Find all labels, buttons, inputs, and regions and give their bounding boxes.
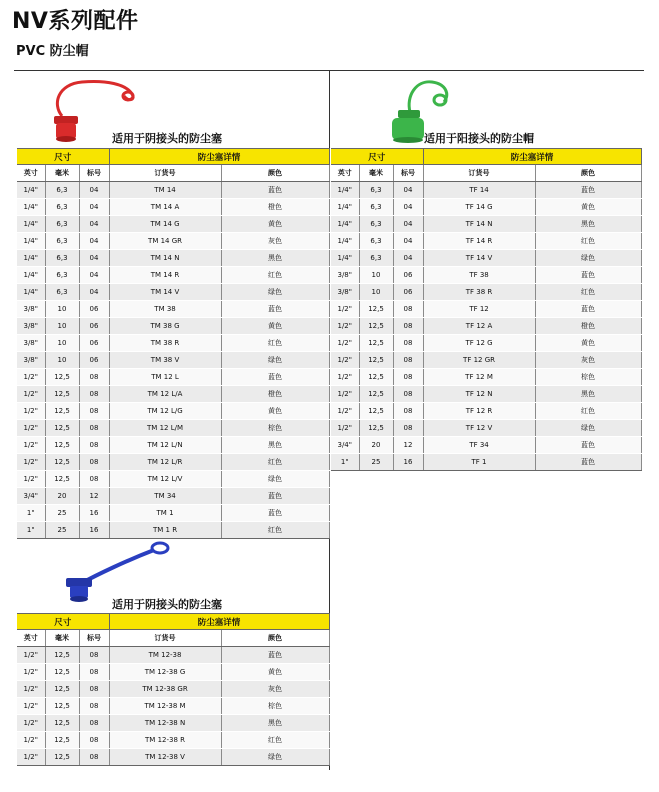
table-row [17,454,329,471]
cell-mm: 12,5 [45,437,79,454]
cell-mark: 06 [79,352,109,369]
cell-color: 蓝色 [535,301,641,318]
cell-order-number: TM 14 GR [109,233,221,250]
cell-inch: 1/2" [17,698,45,715]
cell-inch: 3/8" [17,318,45,335]
cell-mark: 08 [79,420,109,437]
cell-mark: 08 [79,369,109,386]
cell-order-number: TF 12 R [423,403,535,420]
table-row [17,250,329,267]
cell-mm: 12,5 [359,369,393,386]
cell-inch: 1/4" [331,182,359,199]
section-caption-left-top: 适用于阴接头的防尘塞 [112,132,222,145]
table-row [17,522,329,539]
cell-mark: 04 [393,199,423,216]
cell-mm: 20 [359,437,393,454]
cell-inch: 3/4" [17,488,45,505]
cell-order-number: TF 38 R [423,284,535,301]
cell-mark: 08 [79,386,109,403]
table-female-plugs [17,148,330,539]
table-row [17,233,329,250]
table-row [17,352,329,369]
cell-order-number: TM 14 N [109,250,221,267]
table-row [331,437,641,454]
cell-color: 蓝色 [221,369,329,386]
cell-mark: 08 [79,471,109,488]
size-group-header: 尺寸 [331,149,423,165]
cell-mm: 6,3 [45,284,79,301]
details-group-header: 防尘塞详情 [109,149,329,165]
cell-inch: 1/4" [17,199,45,216]
cell-mm: 10 [45,318,79,335]
table-row [331,267,641,284]
table-row [331,233,641,250]
cell-mark: 04 [79,250,109,267]
cell-mm: 10 [359,267,393,284]
cell-mark: 12 [79,488,109,505]
cell-mm: 25 [45,522,79,539]
cell-mark: 08 [393,386,423,403]
cell-order-number: TM 12-38 V [109,749,221,766]
cell-order-number: TF 38 [423,267,535,284]
cell-mark: 16 [79,505,109,522]
cell-mark: 04 [79,182,109,199]
cell-inch: 1/2" [17,681,45,698]
cell-order-number: TM 12 L [109,369,221,386]
cell-inch: 1/2" [331,386,359,403]
cell-mm: 25 [359,454,393,471]
col-inch-header: 英寸 [331,165,359,182]
cell-color: 黑色 [221,437,329,454]
col-inch-header: 英寸 [17,630,45,647]
cell-order-number: TF 14 [423,182,535,199]
cell-mark: 06 [79,318,109,335]
cell-order-number: TF 12 [423,301,535,318]
cell-color: 黄色 [535,199,641,216]
table-row [17,199,329,216]
cell-mm: 10 [45,352,79,369]
cell-inch: 3/8" [331,267,359,284]
cell-color: 灰色 [221,233,329,250]
cell-order-number: TM 14 V [109,284,221,301]
cell-order-number: TM 12 L/M [109,420,221,437]
cell-color: 红色 [221,335,329,352]
cell-order-number: TF 14 R [423,233,535,250]
table-row [17,216,329,233]
cell-inch: 1/4" [331,216,359,233]
cell-color: 红色 [221,732,329,749]
col-inch-header: 英寸 [17,165,45,182]
cell-mark: 08 [79,403,109,420]
cell-inch: 1/2" [331,369,359,386]
cell-mark: 08 [79,437,109,454]
cell-inch: 1/2" [17,369,45,386]
table-row [331,403,641,420]
cell-order-number: TF 12 M [423,369,535,386]
cell-order-number: TF 12 N [423,386,535,403]
cell-order-number: TM 12-38 N [109,715,221,732]
cell-mm: 12,5 [45,664,79,681]
cell-color: 蓝色 [535,437,641,454]
col-order-header: 订货号 [423,165,535,182]
cell-mark: 08 [393,352,423,369]
table-male-caps [331,148,642,471]
cell-order-number: TM 12-38 [109,647,221,664]
cell-color: 黑色 [535,386,641,403]
table-row [17,403,329,420]
cell-mm: 12,5 [45,715,79,732]
col-mark-header: 标号 [393,165,423,182]
table-row [17,698,329,715]
cell-mark: 08 [393,369,423,386]
cell-order-number: TM 12 L/A [109,386,221,403]
cell-mm: 12,5 [45,454,79,471]
table-row [331,250,641,267]
table-row [17,664,329,681]
cell-order-number: TM 14 A [109,199,221,216]
cell-mark: 04 [79,216,109,233]
cell-color: 绿色 [535,420,641,437]
cell-mark: 08 [393,335,423,352]
table-row [17,420,329,437]
col-mm-header: 毫米 [45,165,79,182]
table-row [17,301,329,318]
cell-mm: 20 [45,488,79,505]
cell-mm: 12,5 [45,681,79,698]
cell-mm: 6,3 [359,199,393,216]
cell-order-number: TF 12 G [423,335,535,352]
cell-mm: 12,5 [359,352,393,369]
cell-inch: 3/8" [17,335,45,352]
cell-inch: 3/4" [331,437,359,454]
cell-order-number: TF 34 [423,437,535,454]
table-row [17,749,329,766]
col-order-header: 订货号 [109,165,221,182]
cell-inch: 1/4" [331,199,359,216]
table-row [17,681,329,698]
cell-mark: 08 [393,318,423,335]
cell-mark: 04 [79,199,109,216]
cell-mark: 08 [79,681,109,698]
cell-order-number: TM 12-38 G [109,664,221,681]
cell-order-number: TM 12 L/V [109,471,221,488]
cell-color: 蓝色 [221,182,329,199]
cell-mm: 10 [359,284,393,301]
cell-inch: 1/2" [17,471,45,488]
cell-mark: 06 [79,335,109,352]
cell-inch: 1/2" [17,749,45,766]
cell-mark: 04 [393,182,423,199]
cell-mark: 16 [393,454,423,471]
cell-order-number: TM 38 [109,301,221,318]
cell-mm: 12,5 [45,749,79,766]
cell-mark: 08 [79,732,109,749]
col-color-header: 颜色 [535,165,641,182]
table-row [17,318,329,335]
cell-color: 蓝色 [535,267,641,284]
cell-mark: 04 [79,233,109,250]
cell-color: 绿色 [221,749,329,766]
cell-order-number: TF 14 G [423,199,535,216]
cell-mark: 04 [79,267,109,284]
table-row [17,471,329,488]
cell-color: 灰色 [221,681,329,698]
cell-mm: 10 [45,335,79,352]
cell-mm: 12,5 [359,386,393,403]
table-row [331,369,641,386]
cell-mark: 08 [393,403,423,420]
table-row [17,505,329,522]
cell-color: 黄色 [221,664,329,681]
table-row [17,182,329,199]
cell-inch: 1/2" [17,715,45,732]
cell-color: 蓝色 [535,454,641,471]
cell-color: 红色 [221,267,329,284]
cell-order-number: TM 1 R [109,522,221,539]
cell-inch: 1/2" [331,318,359,335]
cell-color: 棕色 [221,698,329,715]
cell-order-number: TM 14 R [109,267,221,284]
table-row [331,420,641,437]
cell-inch: 1/2" [17,647,45,664]
cell-inch: 1/2" [17,420,45,437]
table-row [17,335,329,352]
cell-order-number: TM 12 L/G [109,403,221,420]
cell-color: 蓝色 [221,301,329,318]
cell-order-number: TF 12 A [423,318,535,335]
cell-mark: 04 [393,250,423,267]
cell-order-number: TM 12-38 M [109,698,221,715]
col-mark-header: 标号 [79,165,109,182]
cell-order-number: TF 12 V [423,420,535,437]
cell-inch: 1/4" [331,250,359,267]
col-color-header: 颜色 [221,165,329,182]
cell-mark: 06 [79,301,109,318]
cell-color: 红色 [221,454,329,471]
cell-order-number: TM 38 G [109,318,221,335]
cell-mm: 12,5 [45,471,79,488]
col-color-header: 颜色 [221,630,329,647]
cell-mark: 08 [79,715,109,732]
table-row [331,352,641,369]
cell-color: 蓝色 [221,647,329,664]
cell-mark: 08 [79,698,109,715]
cell-mm: 12,5 [45,698,79,715]
cell-mm: 6,3 [359,216,393,233]
cell-mm: 12,5 [45,369,79,386]
cell-inch: 1/2" [331,420,359,437]
cell-mark: 08 [79,647,109,664]
cell-order-number: TM 14 G [109,216,221,233]
cell-color: 绿色 [221,284,329,301]
col-mm-header: 毫米 [45,630,79,647]
table-female-plugs-12-38 [17,613,330,766]
cell-color: 橙色 [221,199,329,216]
cell-color: 绿色 [221,352,329,369]
cell-mm: 12,5 [45,386,79,403]
cell-mm: 6,3 [359,250,393,267]
col-order-header: 订货号 [109,630,221,647]
details-group-header: 防尘塞详情 [423,149,641,165]
table-row [17,715,329,732]
cell-inch: 1/2" [17,664,45,681]
cell-inch: 1" [331,454,359,471]
cell-mm: 6,3 [359,233,393,250]
cell-order-number: TM 12 L/N [109,437,221,454]
cell-inch: 1/4" [331,233,359,250]
cell-inch: 3/8" [17,352,45,369]
cell-mark: 16 [79,522,109,539]
cell-mark: 08 [79,749,109,766]
cell-inch: 1/2" [17,454,45,471]
cell-mm: 6,3 [359,182,393,199]
cell-mark: 06 [393,284,423,301]
cell-mark: 04 [79,284,109,301]
cell-color: 橙色 [535,318,641,335]
cell-color: 红色 [535,284,641,301]
cell-color: 黄色 [535,335,641,352]
col-mm-header: 毫米 [359,165,393,182]
table-row [331,454,641,471]
cell-mm: 12,5 [359,318,393,335]
table-row [17,284,329,301]
cell-mm: 6,3 [45,216,79,233]
table-row [331,216,641,233]
table-row [17,267,329,284]
cell-color: 蓝色 [221,505,329,522]
table-row [331,301,641,318]
cell-mark: 08 [393,420,423,437]
cell-mm: 6,3 [45,182,79,199]
cell-order-number: TM 12-38 GR [109,681,221,698]
cell-inch: 1/4" [17,182,45,199]
cell-mm: 6,3 [45,250,79,267]
table-row [17,369,329,386]
cell-order-number: TM 12-38 R [109,732,221,749]
cell-color: 蓝色 [535,182,641,199]
cell-inch: 1/2" [17,403,45,420]
cell-mm: 6,3 [45,233,79,250]
table-row [17,386,329,403]
section-caption-right: 适用于阳接头的防尘帽 [424,132,534,145]
cell-mm: 12,5 [45,420,79,437]
cell-inch: 1/2" [17,437,45,454]
cell-order-number: TF 14 V [423,250,535,267]
cell-mark: 04 [393,233,423,250]
cell-color: 绿色 [221,471,329,488]
cell-color: 棕色 [535,369,641,386]
table-row [17,488,329,505]
cell-inch: 1/2" [17,386,45,403]
cell-inch: 1/2" [331,403,359,420]
cell-inch: 1/4" [17,250,45,267]
cell-mark: 08 [79,454,109,471]
cell-mm: 12,5 [45,732,79,749]
table-row [331,386,641,403]
cell-color: 黑色 [221,250,329,267]
cell-inch: 1/2" [331,301,359,318]
cell-mm: 12,5 [359,301,393,318]
cell-order-number: TM 38 R [109,335,221,352]
cell-color: 红色 [535,233,641,250]
cell-color: 黄色 [221,318,329,335]
cell-mm: 12,5 [45,647,79,664]
cell-inch: 3/8" [17,301,45,318]
cell-order-number: TM 38 V [109,352,221,369]
table-row [17,732,329,749]
cell-mm: 6,3 [45,267,79,284]
cell-mm: 10 [45,301,79,318]
table-row [331,182,641,199]
cell-color: 绿色 [535,250,641,267]
cell-mark: 12 [393,437,423,454]
cell-mm: 12,5 [359,335,393,352]
cell-inch: 1" [17,522,45,539]
cell-inch: 1/2" [17,732,45,749]
cell-order-number: TF 12 GR [423,352,535,369]
page-subtitle: PVC 防尘帽 [16,44,89,59]
cell-order-number: TM 1 [109,505,221,522]
cell-color: 橙色 [221,386,329,403]
cell-inch: 1" [17,505,45,522]
cell-mark: 08 [393,301,423,318]
cell-mm: 12,5 [359,403,393,420]
table-row [17,437,329,454]
cell-mm: 12,5 [45,403,79,420]
cell-color: 棕色 [221,420,329,437]
table-row [331,318,641,335]
size-group-header: 尺寸 [17,149,109,165]
details-group-header: 防尘塞详情 [109,614,329,630]
cell-color: 蓝色 [221,488,329,505]
cell-inch: 1/4" [17,284,45,301]
cell-color: 红色 [221,522,329,539]
table-row [331,335,641,352]
cell-order-number: TM 12 L/R [109,454,221,471]
cell-color: 黄色 [221,216,329,233]
col-mark-header: 标号 [79,630,109,647]
cell-color: 灰色 [535,352,641,369]
cell-order-number: TF 1 [423,454,535,471]
cell-inch: 1/4" [17,233,45,250]
cell-color: 黄色 [221,403,329,420]
table-row [17,647,329,664]
cell-mark: 06 [393,267,423,284]
cell-order-number: TM 34 [109,488,221,505]
cell-inch: 1/2" [331,352,359,369]
cell-mark: 04 [393,216,423,233]
cell-order-number: TM 14 [109,182,221,199]
cell-color: 黑色 [535,216,641,233]
cell-mark: 08 [79,664,109,681]
cell-color: 红色 [535,403,641,420]
cell-inch: 3/8" [331,284,359,301]
cell-order-number: TF 14 N [423,216,535,233]
cell-mm: 12,5 [359,420,393,437]
cell-color: 黑色 [221,715,329,732]
cell-inch: 1/4" [17,216,45,233]
cell-inch: 1/4" [17,267,45,284]
cell-inch: 1/2" [331,335,359,352]
table-row [331,284,641,301]
section-caption-left-bottom: 适用于阴接头的防尘塞 [112,598,222,611]
cell-mm: 6,3 [45,199,79,216]
size-group-header: 尺寸 [17,614,109,630]
page-title: NV系列配件 [12,9,139,34]
table-row [331,199,641,216]
cell-mm: 25 [45,505,79,522]
